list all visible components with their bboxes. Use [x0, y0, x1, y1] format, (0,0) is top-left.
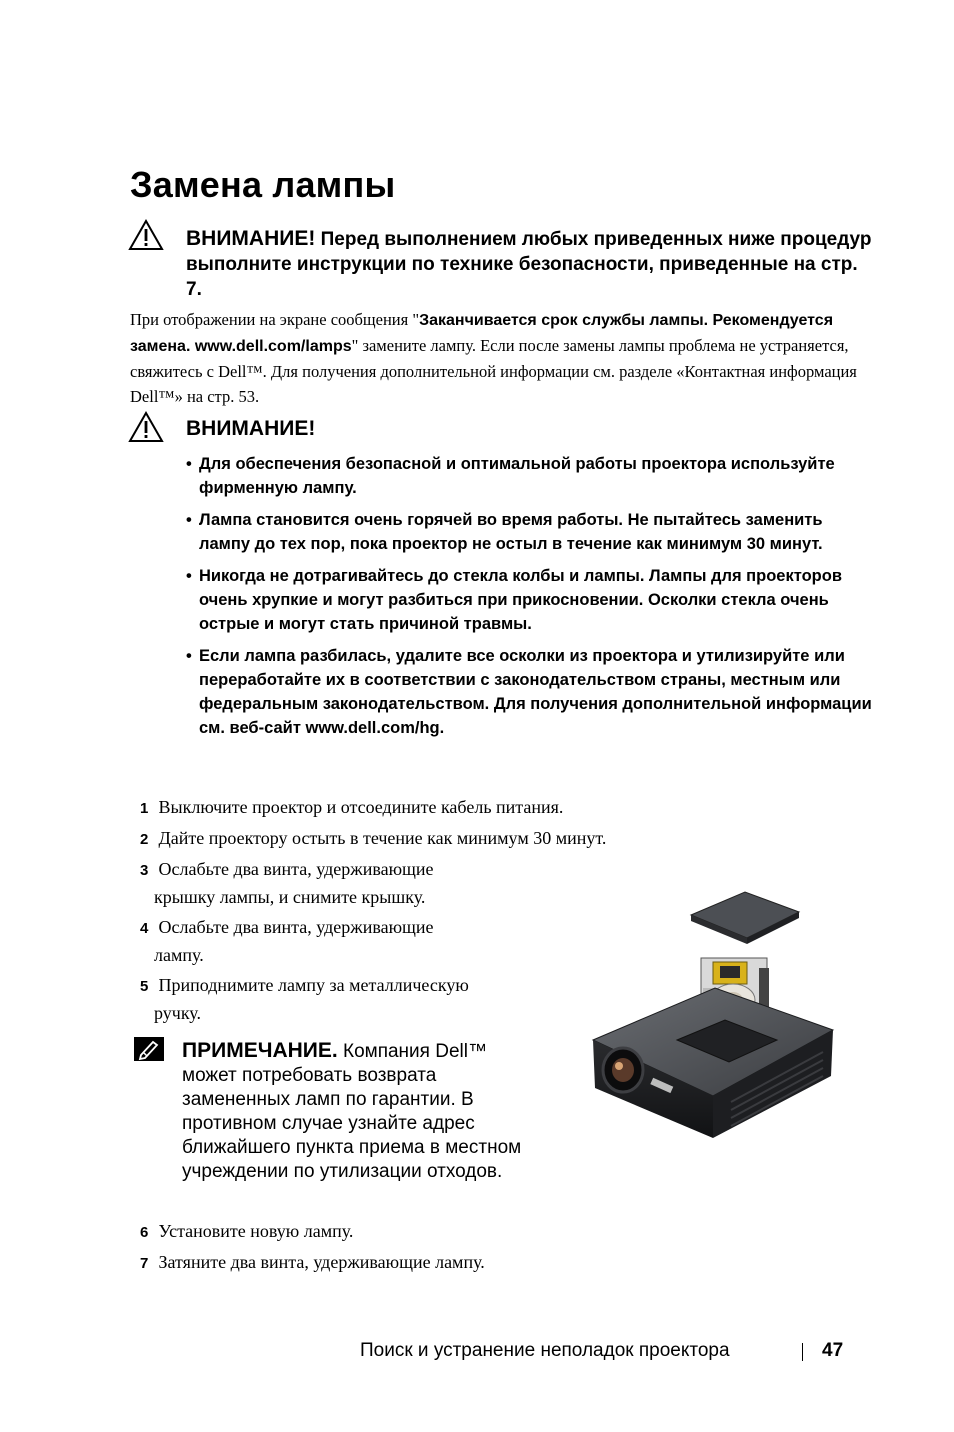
step-3: 3 Ослабьте два винта, удерживающие крышку лампы, и снимите крышку.	[140, 859, 434, 907]
intro-paragraph	[130, 307, 862, 409]
footer-divider	[802, 1343, 803, 1361]
intro-prefix: При отображении на экране сообщения "	[130, 310, 420, 329]
bullet-icon: •	[186, 511, 192, 529]
step-2: 2 Дайте проектору остыть в течение как минимум 30 минут.	[140, 828, 607, 848]
bullet-icon: •	[186, 567, 192, 585]
list-item: • Никогда не дотрагивайтесь до стекла колбы и лампы. Лампы для проекторов очень хрупкие и могут разбиться при прикосновении. Осколки стекла очень острые и могут стать причиной травмы.	[186, 564, 876, 636]
warning-triangle-icon	[128, 219, 164, 251]
lamp-cover	[691, 892, 799, 944]
warning-2-list	[186, 452, 876, 748]
list-item: • Для обеспечения безопасной и оптимальной работы проектора используйте фирменную лампу.	[186, 452, 876, 500]
list-item: • Лампа становится очень горячей во время работы. Не пытайтесь заменить лампу до тех пор, пока проектор не остыл в течение как минимум 30 минут.	[186, 508, 876, 556]
note-pencil-icon	[134, 1037, 164, 1061]
lens	[603, 1048, 643, 1092]
warning-1-label: ВНИМАНИЕ!	[186, 227, 316, 250]
bullet-icon: •	[186, 647, 192, 665]
warning-2-label: ВНИМАНИЕ!	[186, 417, 316, 440]
bullet-icon: •	[186, 455, 192, 473]
page-title: Замена лампы	[130, 164, 396, 205]
step-7: 7 Затяните два винта, удерживающие лампу.	[140, 1252, 485, 1272]
footer-section: Поиск и устранение неполадок проектора	[360, 1340, 730, 1361]
warning-1-text: Перед выполнением любых приведенных ниже процедур выполните инструкции по технике безопасности, приведенные на стр. 7.	[186, 229, 872, 300]
intro-suffix: " замените лампу. Если после замены лампы проблема не устраняется, свяжитесь с Dell™. Для получения дополнительной информации см. разделе «Контактная информация Dell™» на стр. 53.	[130, 336, 857, 406]
note-label: ПРИМЕЧАНИЕ.	[182, 1039, 338, 1062]
step-6: 6 Установите новую лампу.	[140, 1221, 354, 1241]
step-1: 1 Выключите проектор и отсоедините кабель питания.	[140, 797, 564, 817]
intro-message: Заканчивается срок службы лампы. Рекомендуется замена. www.dell.com/lamps	[130, 312, 834, 355]
note-text: Компания Dell™ может потребовать возврата замененных ламп по гарантии. В противном случае узнайте адрес ближайшего пункта приема в местном учреждении по утилизации отходов.	[182, 1041, 522, 1182]
step-5: 5 Приподнимите лампу за металлическую ручку.	[140, 975, 469, 1023]
list-item: • Если лампа разбилась, удалите все осколки из проектора и утилизируйте или переработайте их в соответствии с законодательством страны, местным или федеральным законодательством. Для получения дополнительной информации см. веб-сайт www.dell.com/hg.	[186, 644, 876, 740]
projector-lamp-illustration	[565, 870, 865, 1170]
note	[182, 1039, 532, 1184]
warning-1	[186, 226, 876, 302]
page-number: 47	[822, 1340, 844, 1361]
step-4: 4 Ослабьте два винта, удерживающие лампу.	[140, 917, 434, 965]
warning-triangle-icon	[128, 411, 164, 443]
